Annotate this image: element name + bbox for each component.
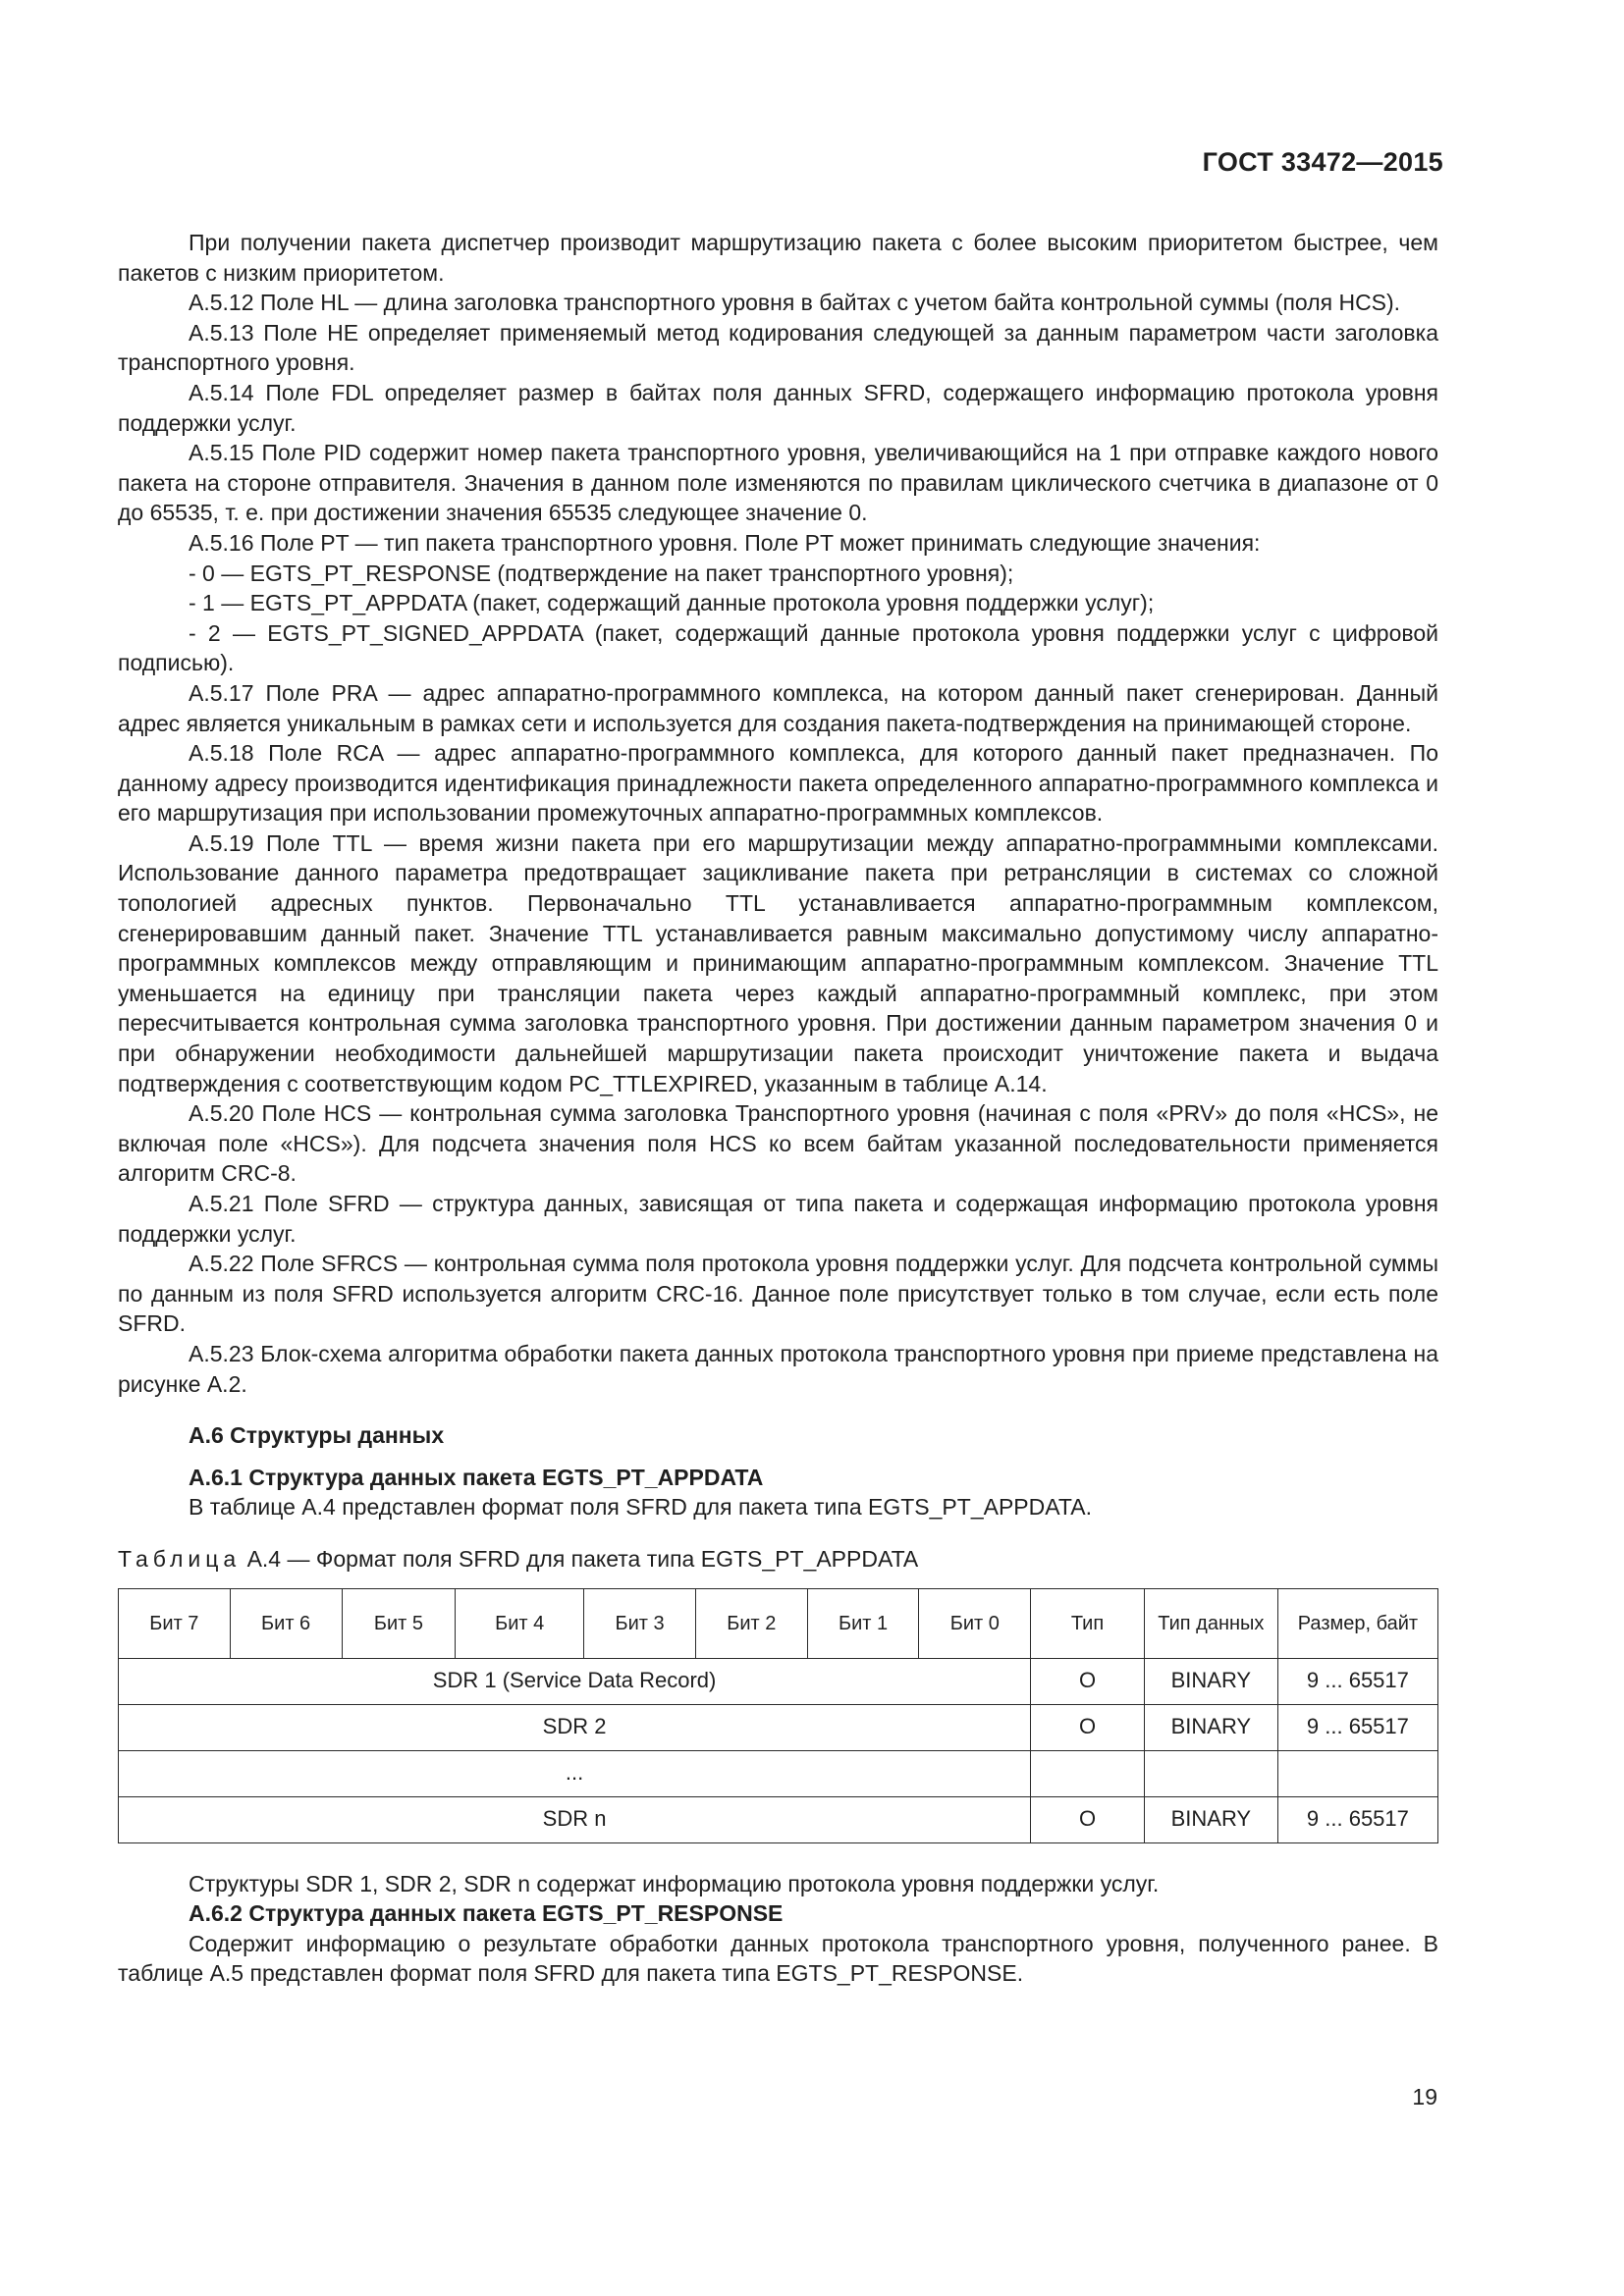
paragraph: А.5.14 Поле FDL определяет размер в байтах поля данных SFRD, содержащего информацию протокола уровня поддержки услуг. — [118, 379, 1438, 436]
paragraph: Содержит информацию о результате обработки данных протокола транспортного уровня, полученного ранее. В таблице А.5 представлен формат поля SFRD для пакета типа EGTS_PT_RESPONSE. — [118, 1930, 1438, 1987]
table-header-cell: Бит 6 — [230, 1588, 342, 1658]
table-row — [119, 1796, 1438, 1842]
table-cell: BINARY — [1144, 1704, 1277, 1750]
paragraph: А.5.23 Блок-схема алгоритма обработки пакета данных протокола транспортного уровня при приеме представлена на рисунке А.2. — [118, 1340, 1438, 1397]
table-caption-text: А.4 — Формат поля SFRD для пакета типа EGTS_PT_APPDATA — [246, 1545, 919, 1572]
section-heading-a6: А.6 Структуры данных — [189, 1422, 445, 1449]
table-cell: BINARY — [1144, 1796, 1277, 1842]
table-cell: O — [1031, 1796, 1145, 1842]
paragraph: А.5.18 Поле RCA — адрес аппаратно-программного комплекса, для которого данный пакет предназначен. По данному адресу производится идентификация принадлежности пакета определенного аппаратно-программного комплекса и его маршрутизация при использовании промежуточных аппаратно-программных комплексов. — [118, 740, 1438, 827]
table-cell: BINARY — [1144, 1658, 1277, 1704]
section-heading-a62: А.6.2 Структура данных пакета EGTS_PT_RESPONSE — [189, 1900, 784, 1927]
table-header-cell: Тип данных — [1144, 1588, 1277, 1658]
table-row — [119, 1750, 1438, 1796]
table-cell — [1277, 1750, 1437, 1796]
table-cell: ... — [119, 1750, 1031, 1796]
paragraph: А.5.15 Поле PID содержит номер пакета транспортного уровня, увеличивающийся на 1 при отправке каждого нового пакета на стороне отправителя. Значения в данном поле изменяются по правилам циклического счетчика в диапазоне от 0 до 65535, т. е. при достижении значения 65535 следующее значение 0. — [118, 440, 1438, 526]
paragraph: А.5.12 Поле HL — длина заголовка транспортного уровня в байтах с учетом байта контрольной суммы (поля HCS). — [189, 290, 1401, 316]
table-cell: SDR 1 (Service Data Record) — [119, 1658, 1031, 1704]
table-header-cell: Бит 7 — [119, 1588, 231, 1658]
paragraph: А.5.22 Поле SFRCS — контрольная сумма поля протокола уровня поддержки услуг. Для подсчета контрольной суммы по данным из поля SFRD используется алгоритм CRC-16. Данное поле присутствует только в том случае, если есть поле SFRD. — [118, 1251, 1438, 1337]
table-cell — [1144, 1750, 1277, 1796]
paragraph: Структуры SDR 1, SDR 2, SDR n содержат информацию протокола уровня поддержки услуг. — [189, 1870, 1160, 1896]
table-header-cell: Бит 1 — [807, 1588, 919, 1658]
page-number: 19 — [1412, 2084, 1437, 2109]
list-item: - 1 — EGTS_PT_APPDATA (пакет, содержащий данные протокола уровня поддержки услуг); — [189, 590, 1155, 616]
table-cell: SDR 2 — [119, 1704, 1031, 1750]
table-row — [119, 1658, 1438, 1704]
table-header-row — [119, 1588, 1438, 1658]
paragraph: А.5.17 Поле PRA — адрес аппаратно-программного комплекса, на котором данный пакет сгенерирован. Данный адрес является уникальным в рамках сети и используется для создания пакета-подтверждения на принимающей стороне. — [118, 679, 1438, 736]
table-cell: O — [1031, 1704, 1145, 1750]
list-item: - 2 — EGTS_PT_SIGNED_APPDATA (пакет, содержащий данные протокола уровня поддержки услуг с цифровой подписью). — [118, 619, 1438, 676]
paragraph: А.5.16 Поле PT — тип пакета транспортного уровня. Поле PT может принимать следующие значения: — [189, 529, 1261, 556]
table-header-cell: Бит 4 — [456, 1588, 584, 1658]
table-caption — [118, 1544, 1438, 1575]
table-cell: 9 ... 65517 — [1277, 1704, 1437, 1750]
table-header-cell: Бит 2 — [695, 1588, 807, 1658]
table-header-cell: Бит 3 — [584, 1588, 696, 1658]
table-caption-prefix: Таблица — [118, 1545, 242, 1572]
table-cell — [1031, 1750, 1145, 1796]
table-header-cell: Бит 0 — [919, 1588, 1031, 1658]
page-content — [118, 228, 1438, 1989]
table-header-cell: Бит 5 — [342, 1588, 456, 1658]
table-header-cell: Размер, байт — [1277, 1588, 1437, 1658]
table-cell: O — [1031, 1658, 1145, 1704]
table-cell: 9 ... 65517 — [1277, 1796, 1437, 1842]
sfrd-format-table — [118, 1588, 1438, 1843]
list-item: - 0 — EGTS_PT_RESPONSE (подтверждение на пакет транспортного уровня); — [189, 560, 1014, 586]
paragraph: А.5.20 Поле HCS — контрольная сумма заголовка Транспортного уровня (начиная с поля «PRV» до поля «HCS», не включая поле «HCS»). Для подсчета значения поля HCS ко всем байтам указанной последовательности применяется алгоритм CRC-8. — [118, 1100, 1438, 1187]
paragraph: А.5.21 Поле SFRD — структура данных, зависящая от типа пакета и содержащая информацию протокола уровня поддержки услуг. — [118, 1191, 1438, 1247]
paragraph: А.5.19 Поле TTL — время жизни пакета при его маршрутизации между аппаратно-программными комплексами. Использование данного параметра предотвращает зацикливание пакета при ретрансляции в системах со сложной топологией адресных пунктов. Первоначально TTL устанавливается аппаратно-программным комплексом, сгенерировавшим данный пакет. Значение TTL устанавливается равным максимально допустимому числу аппаратно-программных комплексов между отправляющим и принимающим аппаратно-программным комплексом. Значение TTL уменьшается на единицу при трансляции пакета через каждый аппаратно-программный комплекс, при этом пересчитывается контрольная сумма заголовка транспортного уровня. При достижении данным параметром значения 0 и при обнаружении необходимости дальнейшей маршрутизации пакета происходит уничтожение пакета и выдача подтверждения с соответствующим кодом PC_TTLEXPIRED, указанным в таблице А.14. — [118, 829, 1438, 1096]
table-row — [119, 1704, 1438, 1750]
section-heading-a61: А.6.1 Структура данных пакета EGTS_PT_APPDATA — [189, 1464, 764, 1490]
paragraph: В таблице А.4 представлен формат поля SFRD для пакета типа EGTS_PT_APPDATA. — [189, 1494, 1092, 1521]
table-cell: 9 ... 65517 — [1277, 1658, 1437, 1704]
table-header-cell: Тип — [1031, 1588, 1145, 1658]
table-cell: SDR n — [119, 1796, 1031, 1842]
paragraph: При получении пакета диспетчер производит маршрутизацию пакета с более высоким приоритетом быстрее, чем пакетов с низким приоритетом. — [118, 230, 1438, 286]
document-header: ГОСТ 33472—2015 — [1202, 147, 1443, 177]
paragraph: А.5.13 Поле HE определяет применяемый метод кодирования следующей за данным параметром части заголовка транспортного уровня. — [118, 319, 1438, 376]
